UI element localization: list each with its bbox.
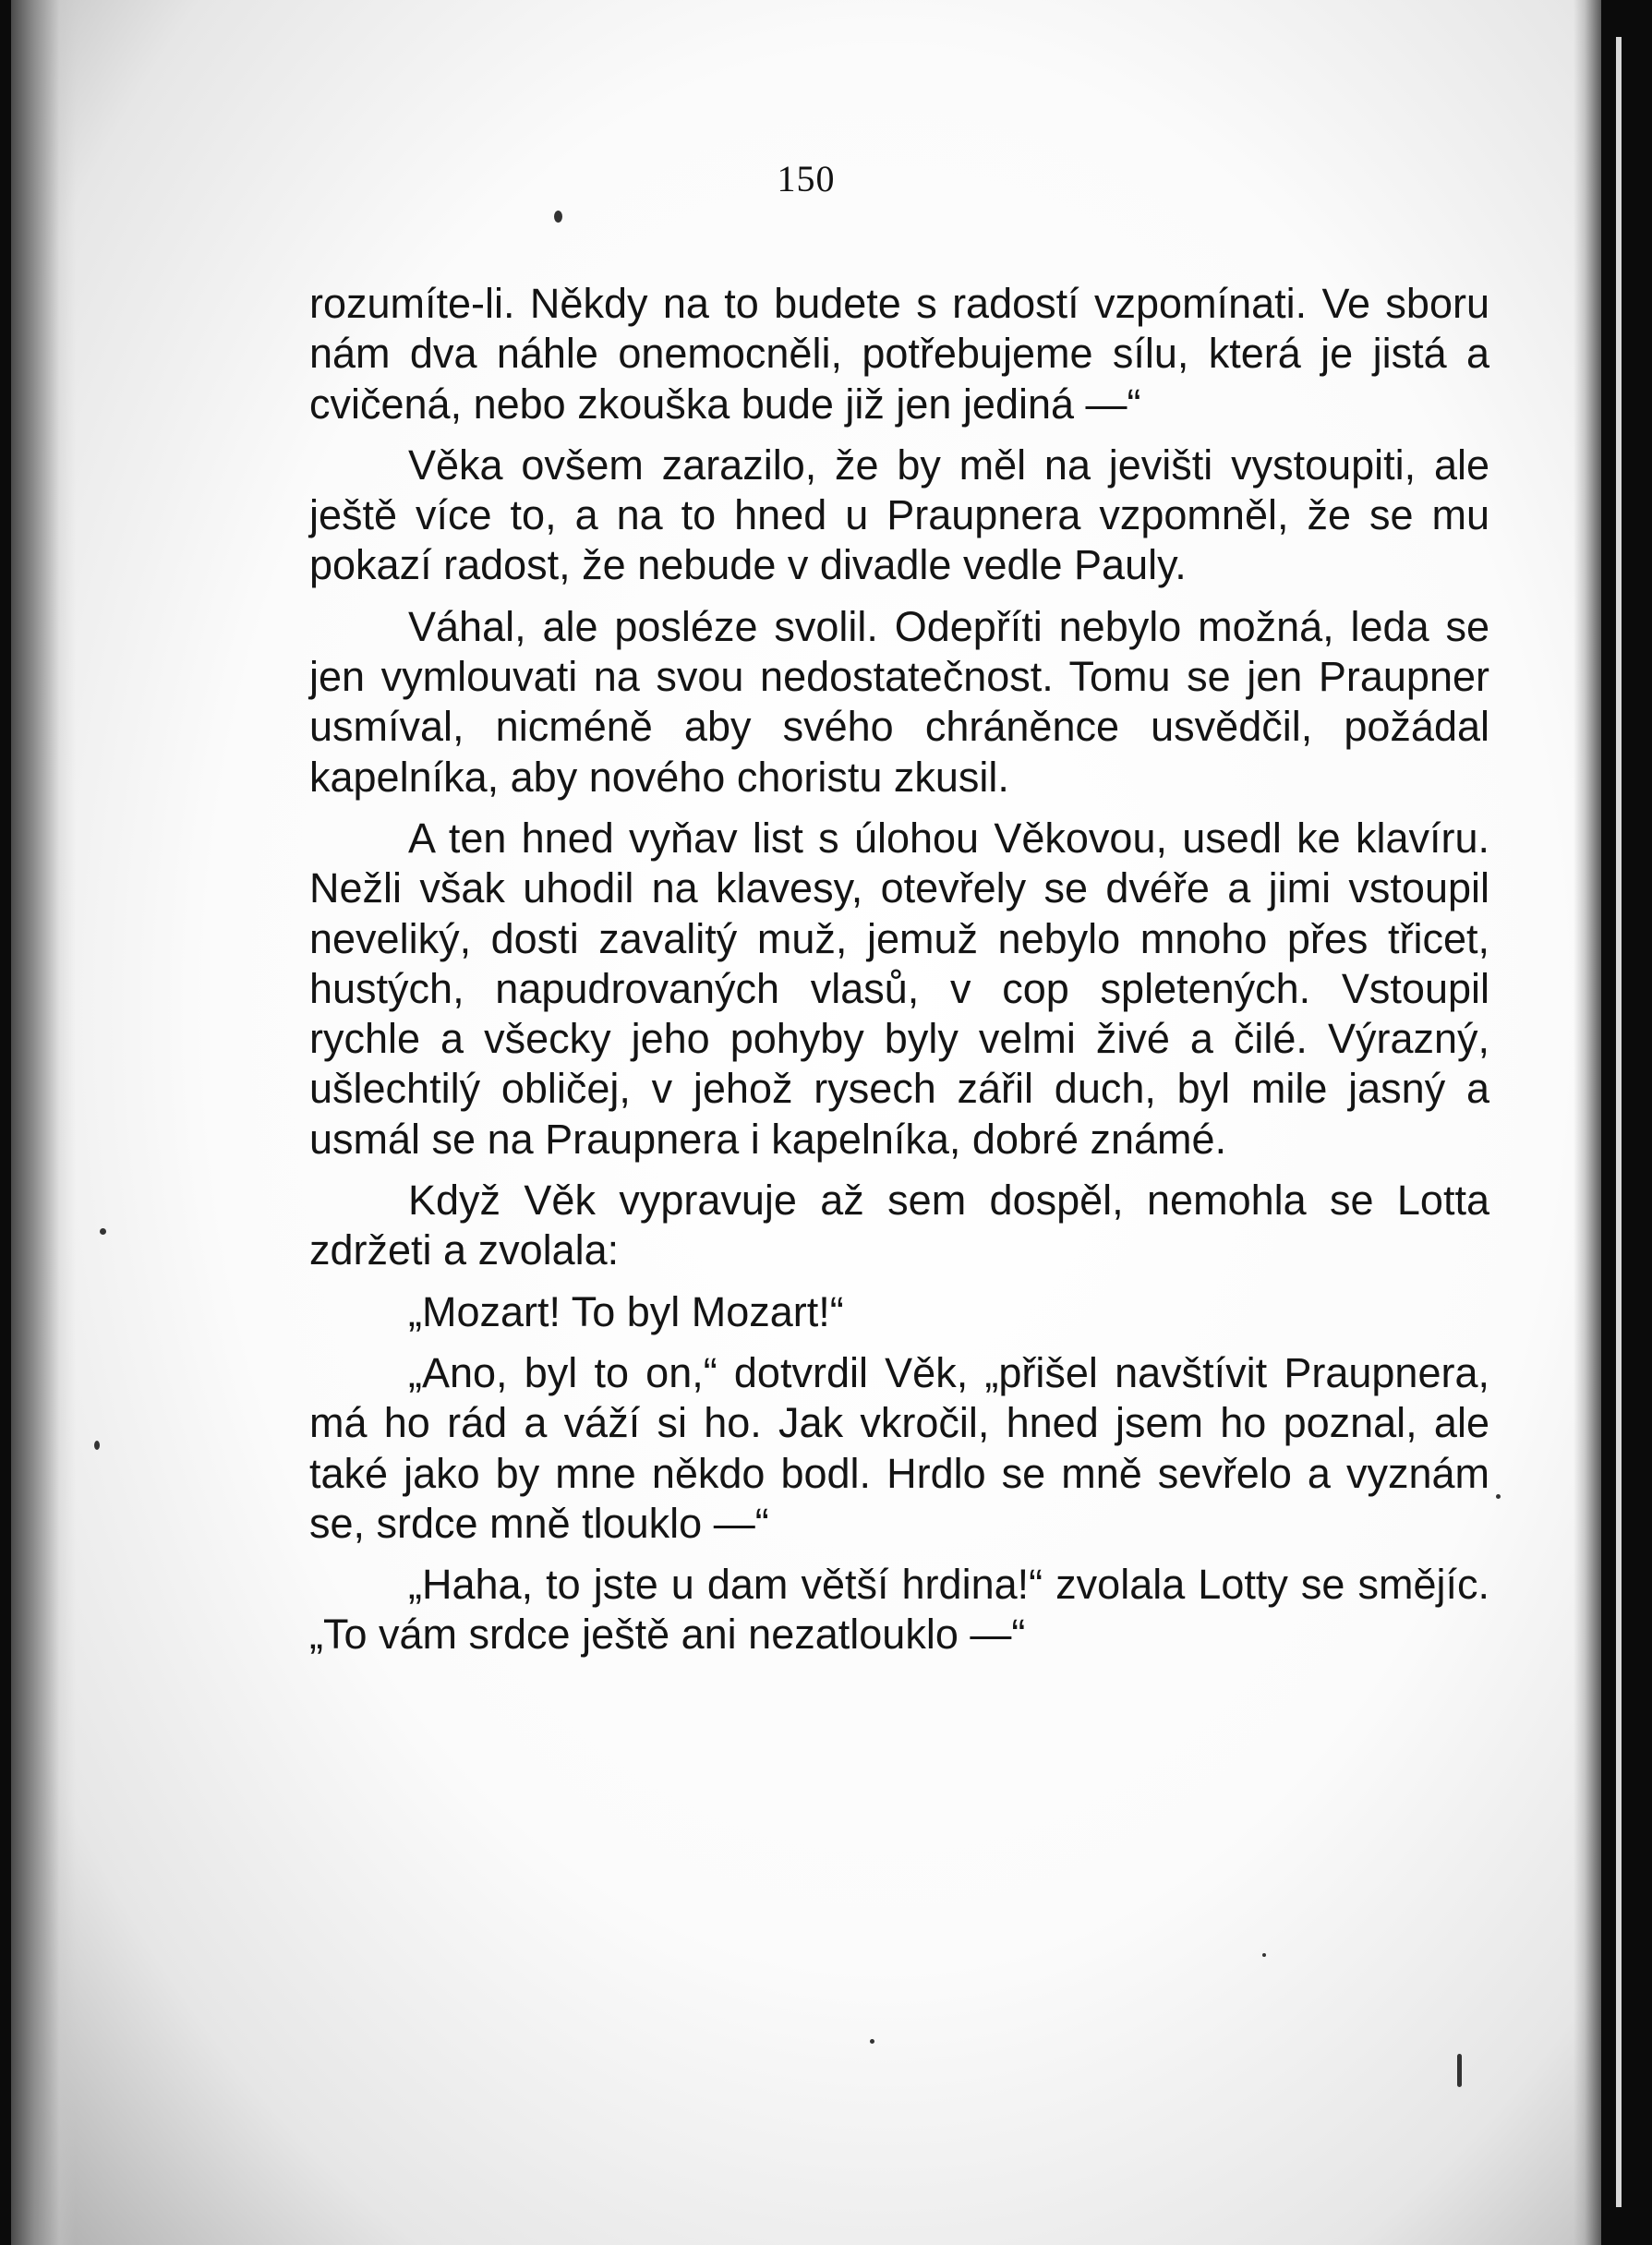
body-text <box>309 279 1489 1672</box>
page-edge <box>1616 37 1622 2207</box>
scan-speck <box>1496 1494 1501 1499</box>
paper-sheet <box>11 0 1601 2245</box>
scan-speck <box>94 1441 100 1450</box>
scan-speck <box>870 2039 874 2044</box>
paragraph: A ten hned vyňav list s úlohou Věkovou, usedl ke klavíru. Nežli však uhodil na klavesy, otevřely se dvéře a jimi vstoupil neveliký, dosti zavalitý muž, jemuž nebylo mnoho přes třicet, hustých, napudrovaných vlasů, v cop spletených. Vstoupil rychle a všecky jeho pohyby byly velmi živé a čilé. Výrazný, ušlechtilý obličej, v jehož rysech zářil duch, byl mile jasný a usmál se na Praupnera i kapelníka, dobré známé. <box>309 814 1489 1163</box>
scan-speck <box>100 1228 106 1235</box>
paragraph: Když Věk vypravuje až sem dospěl, nemohla se Lotta zdržeti a zvolala: <box>309 1177 1489 1274</box>
paragraph: „Haha, to jste u dam větší hrdina!“ zvolala Lotty se smějíc. „To vám srdce ještě ani nezatlouklo —“ <box>309 1561 1489 1659</box>
paragraph: „Ano, byl to on,“ dotvrdil Věk, „přišel navštívit Praupnera, má ho rád a váží si ho. Jak vkročil, hned jsem ho poznal, ale také jako by mne někdo bodl. Hrdlo se mně sevřelo a vyznám se, srdce mně tlouklo —“ <box>309 1348 1489 1547</box>
paragraph: Váhal, ale posléze svolil. Odepříti nebylo možná, leda se jen vymlouvati na svou nedostatečnost. Tomu se jen Praupner usmíval, nicméně aby svého chráněnce usvědčil, požádal kapelníka, aby nového choristu zkusil. <box>309 602 1489 801</box>
scan-speck <box>1262 1953 1266 1957</box>
paragraph: Věka ovšem zarazilo, že by měl na jevišti vystoupiti, ale ještě více to, a na to hned u Praupnera vzpomněl, že se mu pokazí radost, že nebude v divadle vedle Pauly. <box>309 441 1489 589</box>
scan-speck <box>554 211 562 223</box>
scan-speck <box>1457 2054 1462 2087</box>
paragraph: „Mozart! To byl Mozart!“ <box>408 1287 844 1335</box>
page-number: 150 <box>777 158 836 199</box>
paragraph: rozumíte-li. Někdy na to budete s radostí vzpomínati. Ve sboru nám dva náhle onemocněli, potřebujeme sílu, která je jistá a cvičená, nebo zkouška bude již jen jediná —“ <box>309 280 1489 428</box>
